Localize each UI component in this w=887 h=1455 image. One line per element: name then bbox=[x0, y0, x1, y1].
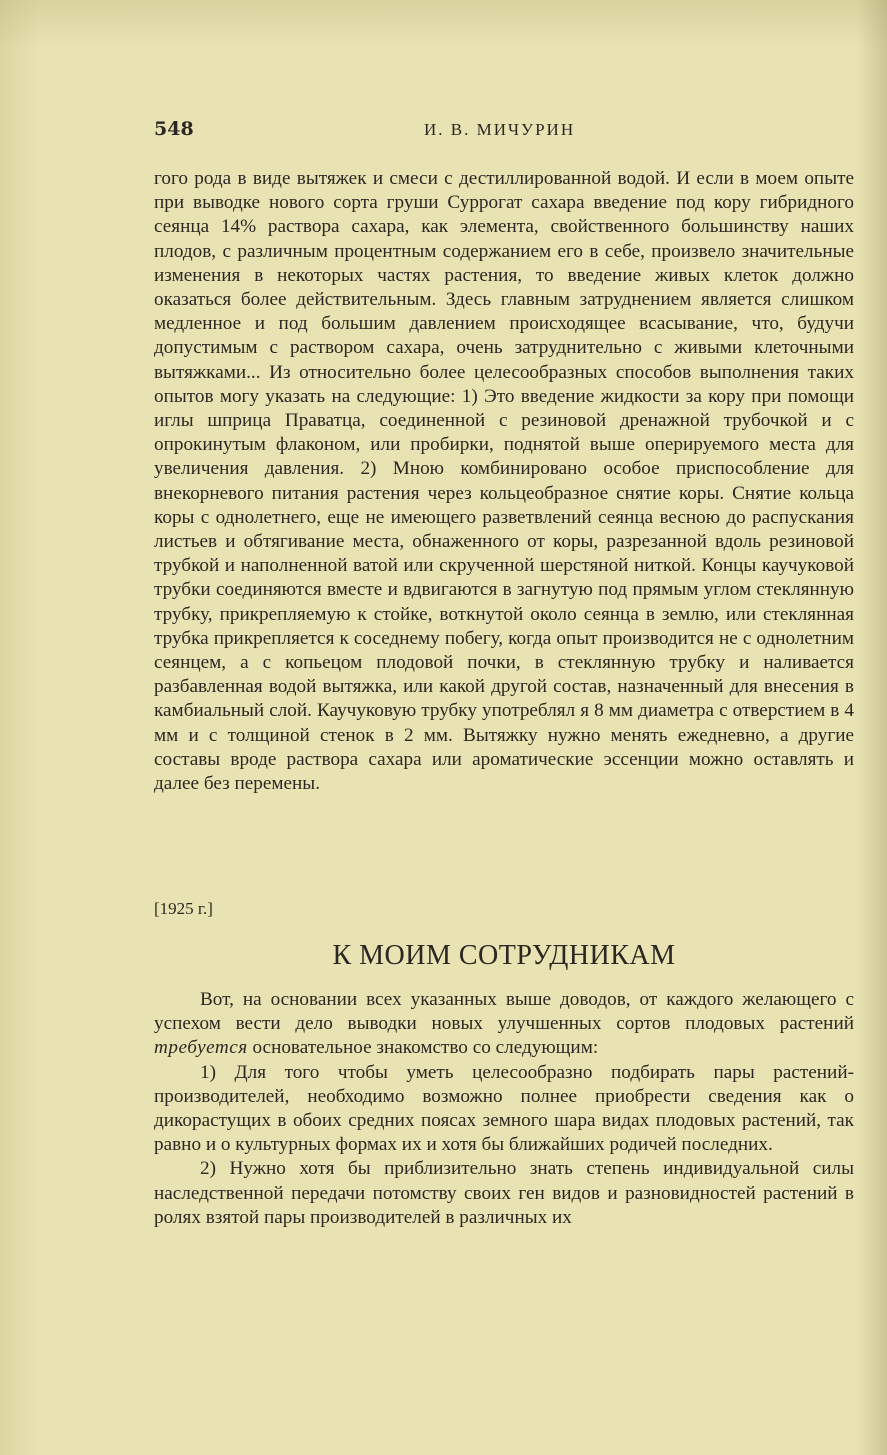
intro-emphasis: требуется bbox=[154, 1037, 248, 1059]
article-date: [1925 г.] bbox=[154, 899, 213, 918]
section-title: К МОИМ СОТРУДНИКАМ bbox=[332, 940, 676, 971]
page-number: 548 bbox=[154, 118, 194, 140]
intro-text-before: Вот, на основании всех указанных выше доводов, от каждого желающего с успехом вести дело выводки новых улучшенных сортов плодовых растений bbox=[154, 989, 854, 1035]
list-item-1: 1) Для того чтобы уметь целесообразно подбирать пары растений-производителей, необходимо возможно полнее приобрести сведения как о дикорастущих в обоих средних поясах земного шара видах плодовых растений, так равно и о культурных формах их и хотя бы ближайших родичей последних. bbox=[154, 1061, 854, 1156]
intro-text-after: основательное знакомство со следующим: bbox=[247, 1037, 599, 1059]
article-end-text bbox=[154, 167, 854, 796]
running-head-author: И. В. МИЧУРИН bbox=[424, 120, 576, 139]
list-item-2: 2) Нужно хотя бы приблизительно знать степень индивидуальной силы наследственной передачи потомству своих ген видов и разновидностей растений в ролях взятой пары производителей в различных их bbox=[154, 1158, 854, 1228]
section-text bbox=[154, 988, 854, 1230]
body-paragraph: гого рода в виде вытяжек и смеси с дестиллированной водой. И если в моем опыте при выводке нового сорта груши Суррогат сахара введение под кору гибридного сеянца 14% раствора сахара, как элемента, свойственного большинству наших плодов, с различным процентным содержанием его в себе, произвело значительные изменения в некоторых частях растения, то введение живых клеток должно оказаться более действительным. Здесь главным затруднением является слишком медленное и под большим давлением происходящее всасывание, что, будучи допустимым с раствором сахара, очень затруднительно с живыми клеточными вытяжками... Из относительно более целесообразных способов выполнения таких опытов могу указать на следующие: 1) Это введение жидкости за кору при помощи иглы шприца Праватца, соединенной с резиновой дренажной трубочкой и с опрокинутым флаконом, или пробирки, поднятой выше оперируемого места для увеличения давления. 2) Мною комбинировано особое приспособление для внекорневого питания растения через кольцеобразное снятие коры. Снятие кольца коры с однолетнего, еще не имеющего разветвлений сеянца весною до распускания листьев и обтягивание места, обнаженного от коры, разрезанной вдоль резиновой трубкой и наполненной ватой или скрученной шерстяной ниткой. Концы каучуковой трубки соединяются вместе и вдвигаются в загнутую под прямым углом стеклянную трубку, прикрепляемую к стойке, воткнутой около сеянца в землю, или стеклянная трубка прикрепляется к соседнему побегу, когда опыт производится не с однолетним сеянцем, а с копьецом плодовой почки, в стеклянную трубку и наливается разбавленная водой вытяжка, или какой другой состав, назначенный для внесения в камбиальный слой. Каучуковую трубку употреблял я 8 мм диаметра с отверстием в 4 мм и с толщиной стенок в 2 мм. Вытяжку нужно менять ежедневно, а другие составы вроде раствора сахара или ароматические эссенции можно оставлять и далее без перемены. bbox=[154, 168, 854, 795]
section-intro-paragraph bbox=[154, 988, 854, 1061]
running-head bbox=[154, 118, 854, 144]
